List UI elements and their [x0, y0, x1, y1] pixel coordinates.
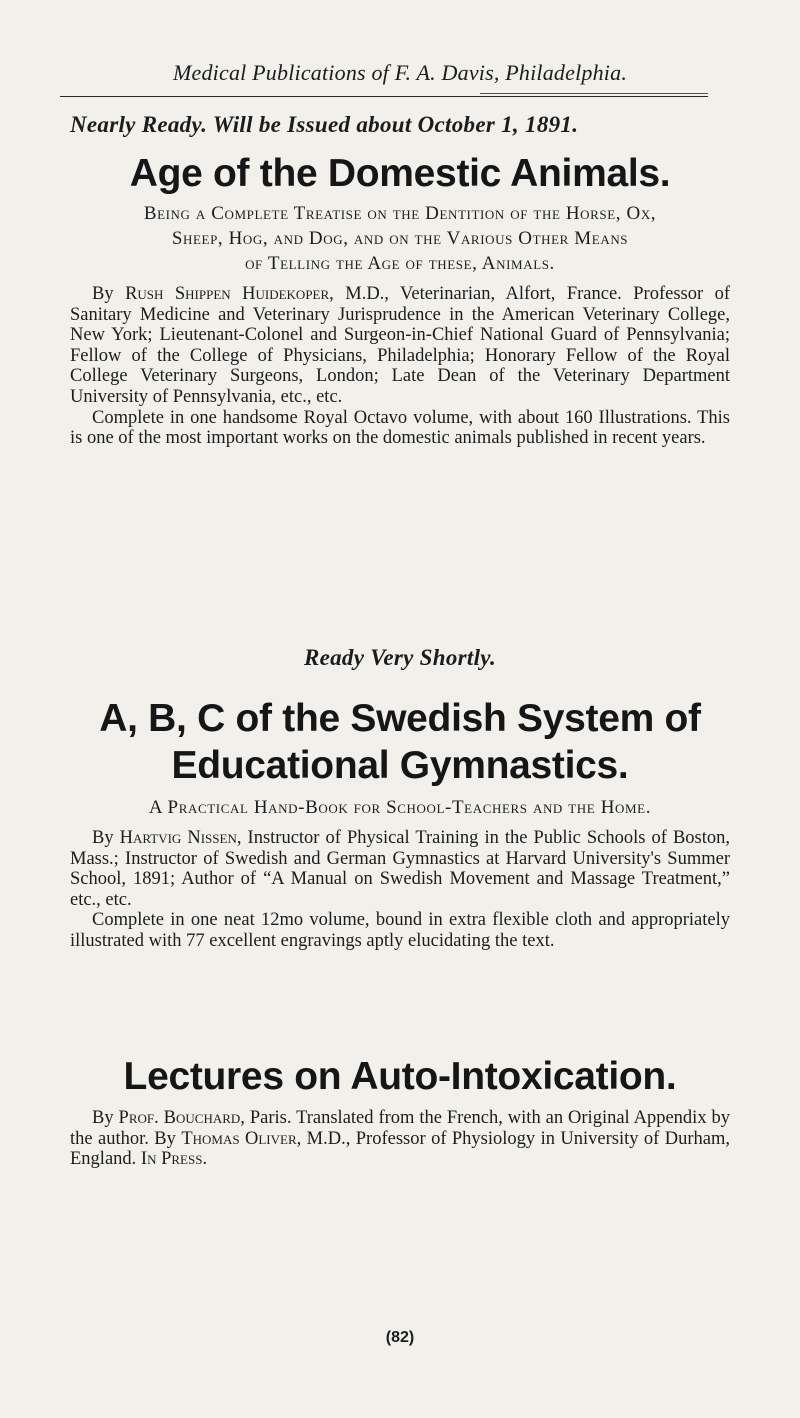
section1-description: Complete in one handsome Royal Octavo volume, with about 160 Illustrations. This is one of the most important works on the domestic animals published in recent years. — [70, 407, 730, 449]
page-number: (82) — [385, 1329, 415, 1346]
author-name: Rush Shippen Huidekoper — [125, 284, 330, 304]
header-rule — [60, 96, 708, 97]
section2-kicker: Ready Very Shortly. — [303, 645, 497, 670]
section3-text-a: , Paris. Translated from the French, with an Original Appendix by the author. By — [70, 1108, 731, 1149]
running-head: Medical Publications of F. A. Davis, Philadelphia. — [172, 60, 628, 85]
section1-subtitle-line: Being a Complete Treatise on the Dentition of the Horse, Ox, — [143, 203, 657, 224]
section-age-of-domestic-animals — [70, 112, 730, 449]
section1-subtitle-line: of Telling the Age of these, Animals. — [245, 253, 555, 274]
section3-text-b: , M.D., Professor of Physiology in University of Durham, England. — [70, 1128, 730, 1170]
author-details: , Instructor of Physical Training in the Public Schools of Boston, Mass.; Instructor of Swedish and German Gymnastics at Harvard University's Summer School, 1891; Author of “A Manual on Swedish Movement and Massage Treatment,” etc., etc. — [70, 828, 730, 910]
author-prefix: By — [92, 284, 126, 304]
section2-body — [70, 828, 730, 952]
section1-subtitle — [70, 201, 730, 276]
author-prefix: By — [92, 1108, 119, 1128]
section1-title: Age of the Domestic Animals. — [129, 152, 671, 195]
status-text: In Press. — [140, 1149, 208, 1170]
section3-title: Lectures on Auto-Intoxication. — [123, 1055, 677, 1098]
section3-body — [70, 1108, 730, 1170]
section2-subtitle: A Practical Hand-Book for School-Teachers and the Home. — [148, 797, 652, 818]
section1-body — [70, 284, 730, 449]
section2-title-line: Educational Gymnastics. — [171, 744, 629, 787]
section2-title — [70, 695, 730, 789]
section2-description: Complete in one neat 12mo volume, bound in extra flexible cloth and appropriately illustrated with 77 excellent engravings aptly elucidating the text. — [70, 910, 730, 951]
section-auto-intoxication — [70, 1053, 730, 1170]
section2-author-paragraph — [70, 828, 730, 910]
translator-name: Thomas Oliver — [181, 1128, 297, 1149]
author-name: Prof. Bouchard — [118, 1108, 241, 1128]
header-rule-secondary — [480, 93, 708, 94]
author-details: , M.D., Veterinarian, Alfort, France. Professor of Sanitary Medicine and Veterinary Jurisprudence in the American Veterinary College, New York; Lieutenant-Colonel and Surgeon-in-Chief National Guard of Pennsylvania; Fellow of the College of Physicians, Philadelphia; Honorary Fellow of the Royal College Veterinary Surgeons, London; Late Dean of the Veterinary Department University of Pennsylvania, etc., etc. — [70, 284, 730, 407]
section2-title-line: A, B, C of the Swedish System of — [99, 697, 701, 740]
author-prefix: By — [92, 828, 120, 848]
section-swedish-gymnastics — [70, 645, 730, 952]
section1-subtitle-line: Sheep, Hog, and Dog, and on the Various Other Means — [171, 228, 629, 249]
section1-kicker: Nearly Ready. Will be Issued about October 1, 1891. — [70, 112, 579, 137]
section3-paragraph — [70, 1108, 730, 1170]
section1-author-paragraph — [70, 284, 730, 408]
author-name: Hartvig Nissen — [119, 828, 237, 848]
